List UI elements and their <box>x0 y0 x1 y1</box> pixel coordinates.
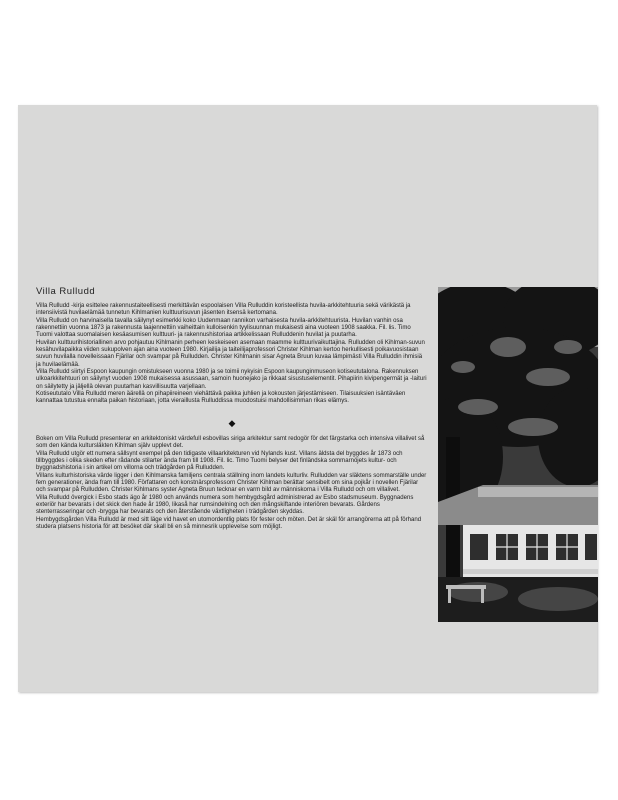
description-text <box>36 303 428 531</box>
finnish-paragraph: Kotiseututalo Villa Rulludd meren äärellä on pihapiireineen viehättävä paikka juhlien ja kokousten järjestämiseen. Tilaisuuksien isäntäväen kannattaa tutustua ennalta paikan historiaan, jotta vieraillusta Rulluddissa muodostuisi mahdollisimman rikas elämys. <box>36 391 406 405</box>
finnish-paragraph: Villa Rulludd -kirja esittelee rakennustaiteellisesti merkittävän espoolaisen Villa Rulluddin koristeellista huvila-arkkitehtuuria sekä värikästä ja intensiivistä huvilaelämää tunnetun Kihlmanien kulttuurisuvun jäsenten itsensä kertomana. <box>36 303 411 317</box>
swedish-paragraph: Villa Rulludd övergick i Esbo stads ägo år 1980 och används numera som hembygdsgård administrerad av Esbo stadsmuseum. Byggnadens exteriör har bevarats i det skick den hade år 1980, likaså har rumsindelning och den mångskiftande interiören bevarats. Gårdens stenterrasseringar och -brygga har bevarats och den återstående växtligheten i trädgården skyddas. <box>36 494 414 516</box>
finnish-paragraph: Villa Rulludd on harvinaisella tavalla säilynyt esimerkki koko Uudenmaan rannikon varhaisesta huvila-arkkitehtuurista. Huvilan vanhin osa rakennettiin vuonna 1873 ja rakennusta laajennettiin vaiheittain kulloisenkin tyylisuunnan mukaisesti aina vuoteen 1908 saakka. Fil. lis. Timo Tuomi valottaa suomalaisen kesäasumisen kulttuuri- ja rakennushistoriaa artikkelissaan Rulluddenin huvilat ja puutarha. <box>36 317 411 339</box>
page-title: Villa Rulludd <box>36 286 96 297</box>
swedish-paragraph: Villa Rulludd utgör ett numera sällsynt exempel på den tidigaste villaarkitekturen vid Nylands kust. Villans äldsta del byggdes år 1873 och tillbyggdes i olika skeden efter rådande stilarter ända fram till 1908. Fil. lic. Timo Tuomi belyser det finländska sommarnöjets kultur- och byggnadshistoria i sin artikel om villorna och trädgården på Rulludden. <box>36 450 403 472</box>
villa-photo <box>438 287 598 622</box>
swedish-paragraph: Hembygdsgården Villa Rulludd är med sitt läge vid havet en utomordentlig plats för fester och möten. Det är skäl för arrangörerna att på förhand studera platsens historia för att besöket där skall bli en så minnesrik upplevelse som möjligt. <box>36 516 422 530</box>
swedish-paragraph: Villans kulturhistoriska värde ligger i den Kihlmanska familjens centrala ställning inom landets kulturliv. Rulludden var släktens sommarställe under fem generationer, ända fram till 1980. Författaren och konstnärsprofessorn Christer Kihlman berättar sensibelt om sina pojkår i novellen Fjärilar och svampar på Rulludden. Christer Kihlmans syster Agneta Bruun tecknar en varm bild av människorna i Villa Rulludd och om villalivet. <box>36 472 427 494</box>
swedish-section <box>36 436 428 531</box>
finnish-paragraph: Villa Rulludd siirtyi Espoon kaupungin omistukseen vuonna 1980 ja se toimii nykyisin Espoon kaupunginmuseon kotiseututalona. Rakennuksen ulkoarkkitehtuuri on säilynyt vuoden 1908 mukaisessa asussaan, samoin huonejako ja rikkaat sisustuselementit. Pihapiirin kivipengermät ja -laituri on säilytetty ja jäljellä olevan puutarhan kasvillisuutta varjellaan. <box>36 369 427 390</box>
diamond-separator-icon: ◆ <box>228 417 236 428</box>
swedish-paragraph: Boken om Villa Rulludd presenterar en arkitektoniskt värdefull esbovillas siriga arkitektur samt redogör för det färgstarka och intensiva villalivet så som den kända kultursläkten Kihlman själv upplevt det. <box>36 435 425 450</box>
finnish-section <box>36 303 428 406</box>
finnish-paragraph: Huvilan kulttuurihistoriallinen arvo pohjautuu Kihlmanin perheen keskeiseen asemaan maamme kulttuurivaikuttajina. Rulludden oli Kihlman-suvun kesähuvilapaikka viiden sukupolven ajan aina vuoteen 1980. Kirjailija ja taiteilijaprofessori Christer Kihlman kertoo herkullisesti poikavuosistaan suvun huvilalla novelleissaan Fjärilar och svampar på Rulludden. Christer Kihlmanin sisar Agneta Bruun kuvaa lämpimästi Villa Rulluddin ihmisiä ja huvilaelämää. <box>36 339 425 368</box>
